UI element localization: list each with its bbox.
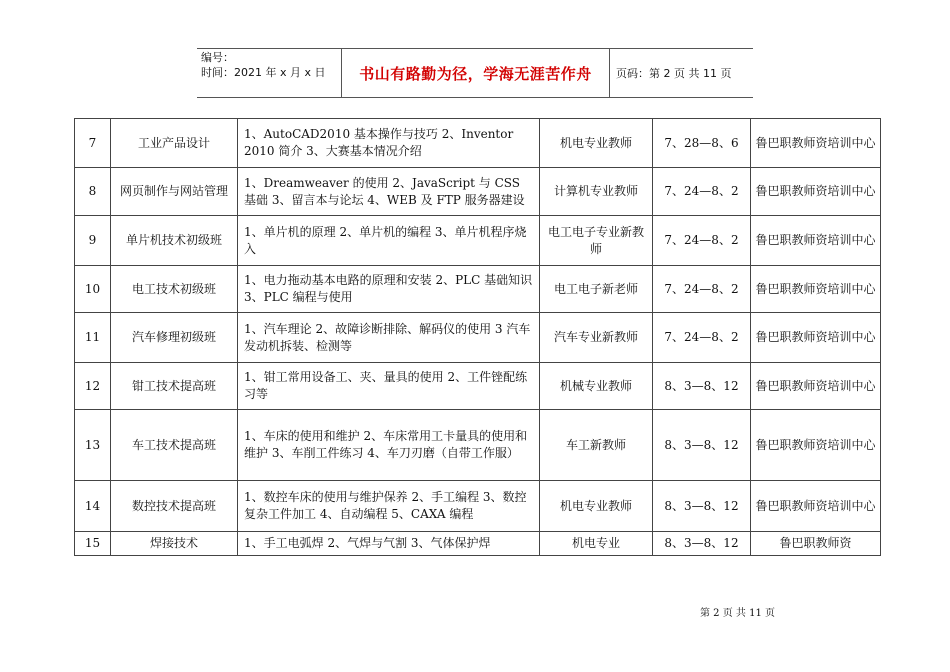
target-teacher: 计算机专业教师 [540,168,653,216]
course-place: 鲁巴职教师资 [751,532,881,556]
course-date: 7、24—8、2 [653,266,751,313]
course-name: 汽车修理初级班 [111,313,238,363]
table-row [75,481,881,532]
course-name: 焊接技术 [111,532,238,556]
target-teacher: 机电专业 [540,532,653,556]
course-content: 1、Dreamweaver 的使用 2、JavaScript 与 CSS 基础 3、留言本与论坛 4、WEB 及 FTP 服务器建设 [238,168,540,216]
header-motto-cell [342,49,610,97]
target-teacher: 车工新教师 [540,410,653,481]
row-number: 7 [75,119,111,168]
course-content: 1、单片机的原理 2、单片机的编程 3、单片机程序烧入 [238,216,540,266]
course-place: 鲁巴职教师资培训中心 [751,168,881,216]
course-place: 鲁巴职教师资培训中心 [751,410,881,481]
page-info: 页码：第 2 页 共 11 页 [616,67,732,80]
course-place: 鲁巴职教师资培训中心 [751,266,881,313]
course-content: 1、汽车理论 2、故障诊断排除、解码仪的使用 3 汽车发动机拆装、检测等 [238,313,540,363]
training-table [74,118,881,556]
table-row [75,363,881,410]
target-teacher: 电工电子专业新教师 [540,216,653,266]
table-row [75,532,881,556]
course-date: 7、24—8、2 [653,216,751,266]
table-row [75,119,881,168]
table-row [75,266,881,313]
row-number: 15 [75,532,111,556]
course-date: 8、3—8、12 [653,532,751,556]
target-teacher: 机电专业教师 [540,119,653,168]
course-name: 车工技术提高班 [111,410,238,481]
course-name: 工业产品设计 [111,119,238,168]
target-teacher: 机电专业教师 [540,481,653,532]
course-name: 数控技术提高班 [111,481,238,532]
course-place: 鲁巴职教师资培训中心 [751,216,881,266]
row-number: 9 [75,216,111,266]
header-page-cell [610,49,759,97]
course-place: 鲁巴职教师资培训中心 [751,119,881,168]
course-date: 7、28—8、6 [653,119,751,168]
row-number: 8 [75,168,111,216]
page-header [197,48,753,98]
course-date: 8、3—8、12 [653,363,751,410]
row-number: 13 [75,410,111,481]
page-footer: 第 2 页 共 11 页 [700,608,775,619]
course-content: 1、AutoCAD2010 基本操作与技巧 2、Inventor 2010 简介 3、大赛基本情况介绍 [238,119,540,168]
course-name: 电工技术初级班 [111,266,238,313]
header-meta [197,49,342,97]
table-row [75,313,881,363]
target-teacher: 电工电子新老师 [540,266,653,313]
course-place: 鲁巴职教师资培训中心 [751,481,881,532]
course-date: 7、24—8、2 [653,168,751,216]
time-label: 时间：2021 年 x 月 x 日 [201,66,326,79]
course-date: 7、24—8、2 [653,313,751,363]
number-label: 编号： [201,51,234,64]
table-row [75,216,881,266]
course-name: 网页制作与网站管理 [111,168,238,216]
course-name: 单片机技术初级班 [111,216,238,266]
course-content: 1、车床的使用和维护 2、车床常用工卡量具的使用和维护 3、车削工件练习 4、车刀刃磨（自带工作服） [238,410,540,481]
table-row [75,168,881,216]
course-date: 8、3—8、12 [653,410,751,481]
row-number: 10 [75,266,111,313]
course-name: 钳工技术提高班 [111,363,238,410]
course-content: 1、钳工常用设备工、夹、量具的使用 2、工件锉配练习等 [238,363,540,410]
row-number: 11 [75,313,111,363]
motto: 书山有路勤为径，学海无涯苦作舟 [359,64,592,83]
target-teacher: 汽车专业新教师 [540,313,653,363]
course-content: 1、数控车床的使用与维护保养 2、手工编程 3、数控复杂工件加工 4、自动编程 5、CAXA 编程 [238,481,540,532]
course-place: 鲁巴职教师资培训中心 [751,313,881,363]
course-content: 1、电力拖动基本电路的原理和安装 2、PLC 基础知识 3、PLC 编程与使用 [238,266,540,313]
table-row [75,410,881,481]
course-content: 1、手工电弧焊 2、气焊与气割 3、气体保护焊 [238,532,540,556]
course-place: 鲁巴职教师资培训中心 [751,363,881,410]
row-number: 12 [75,363,111,410]
row-number: 14 [75,481,111,532]
course-date: 8、3—8、12 [653,481,751,532]
target-teacher: 机械专业教师 [540,363,653,410]
